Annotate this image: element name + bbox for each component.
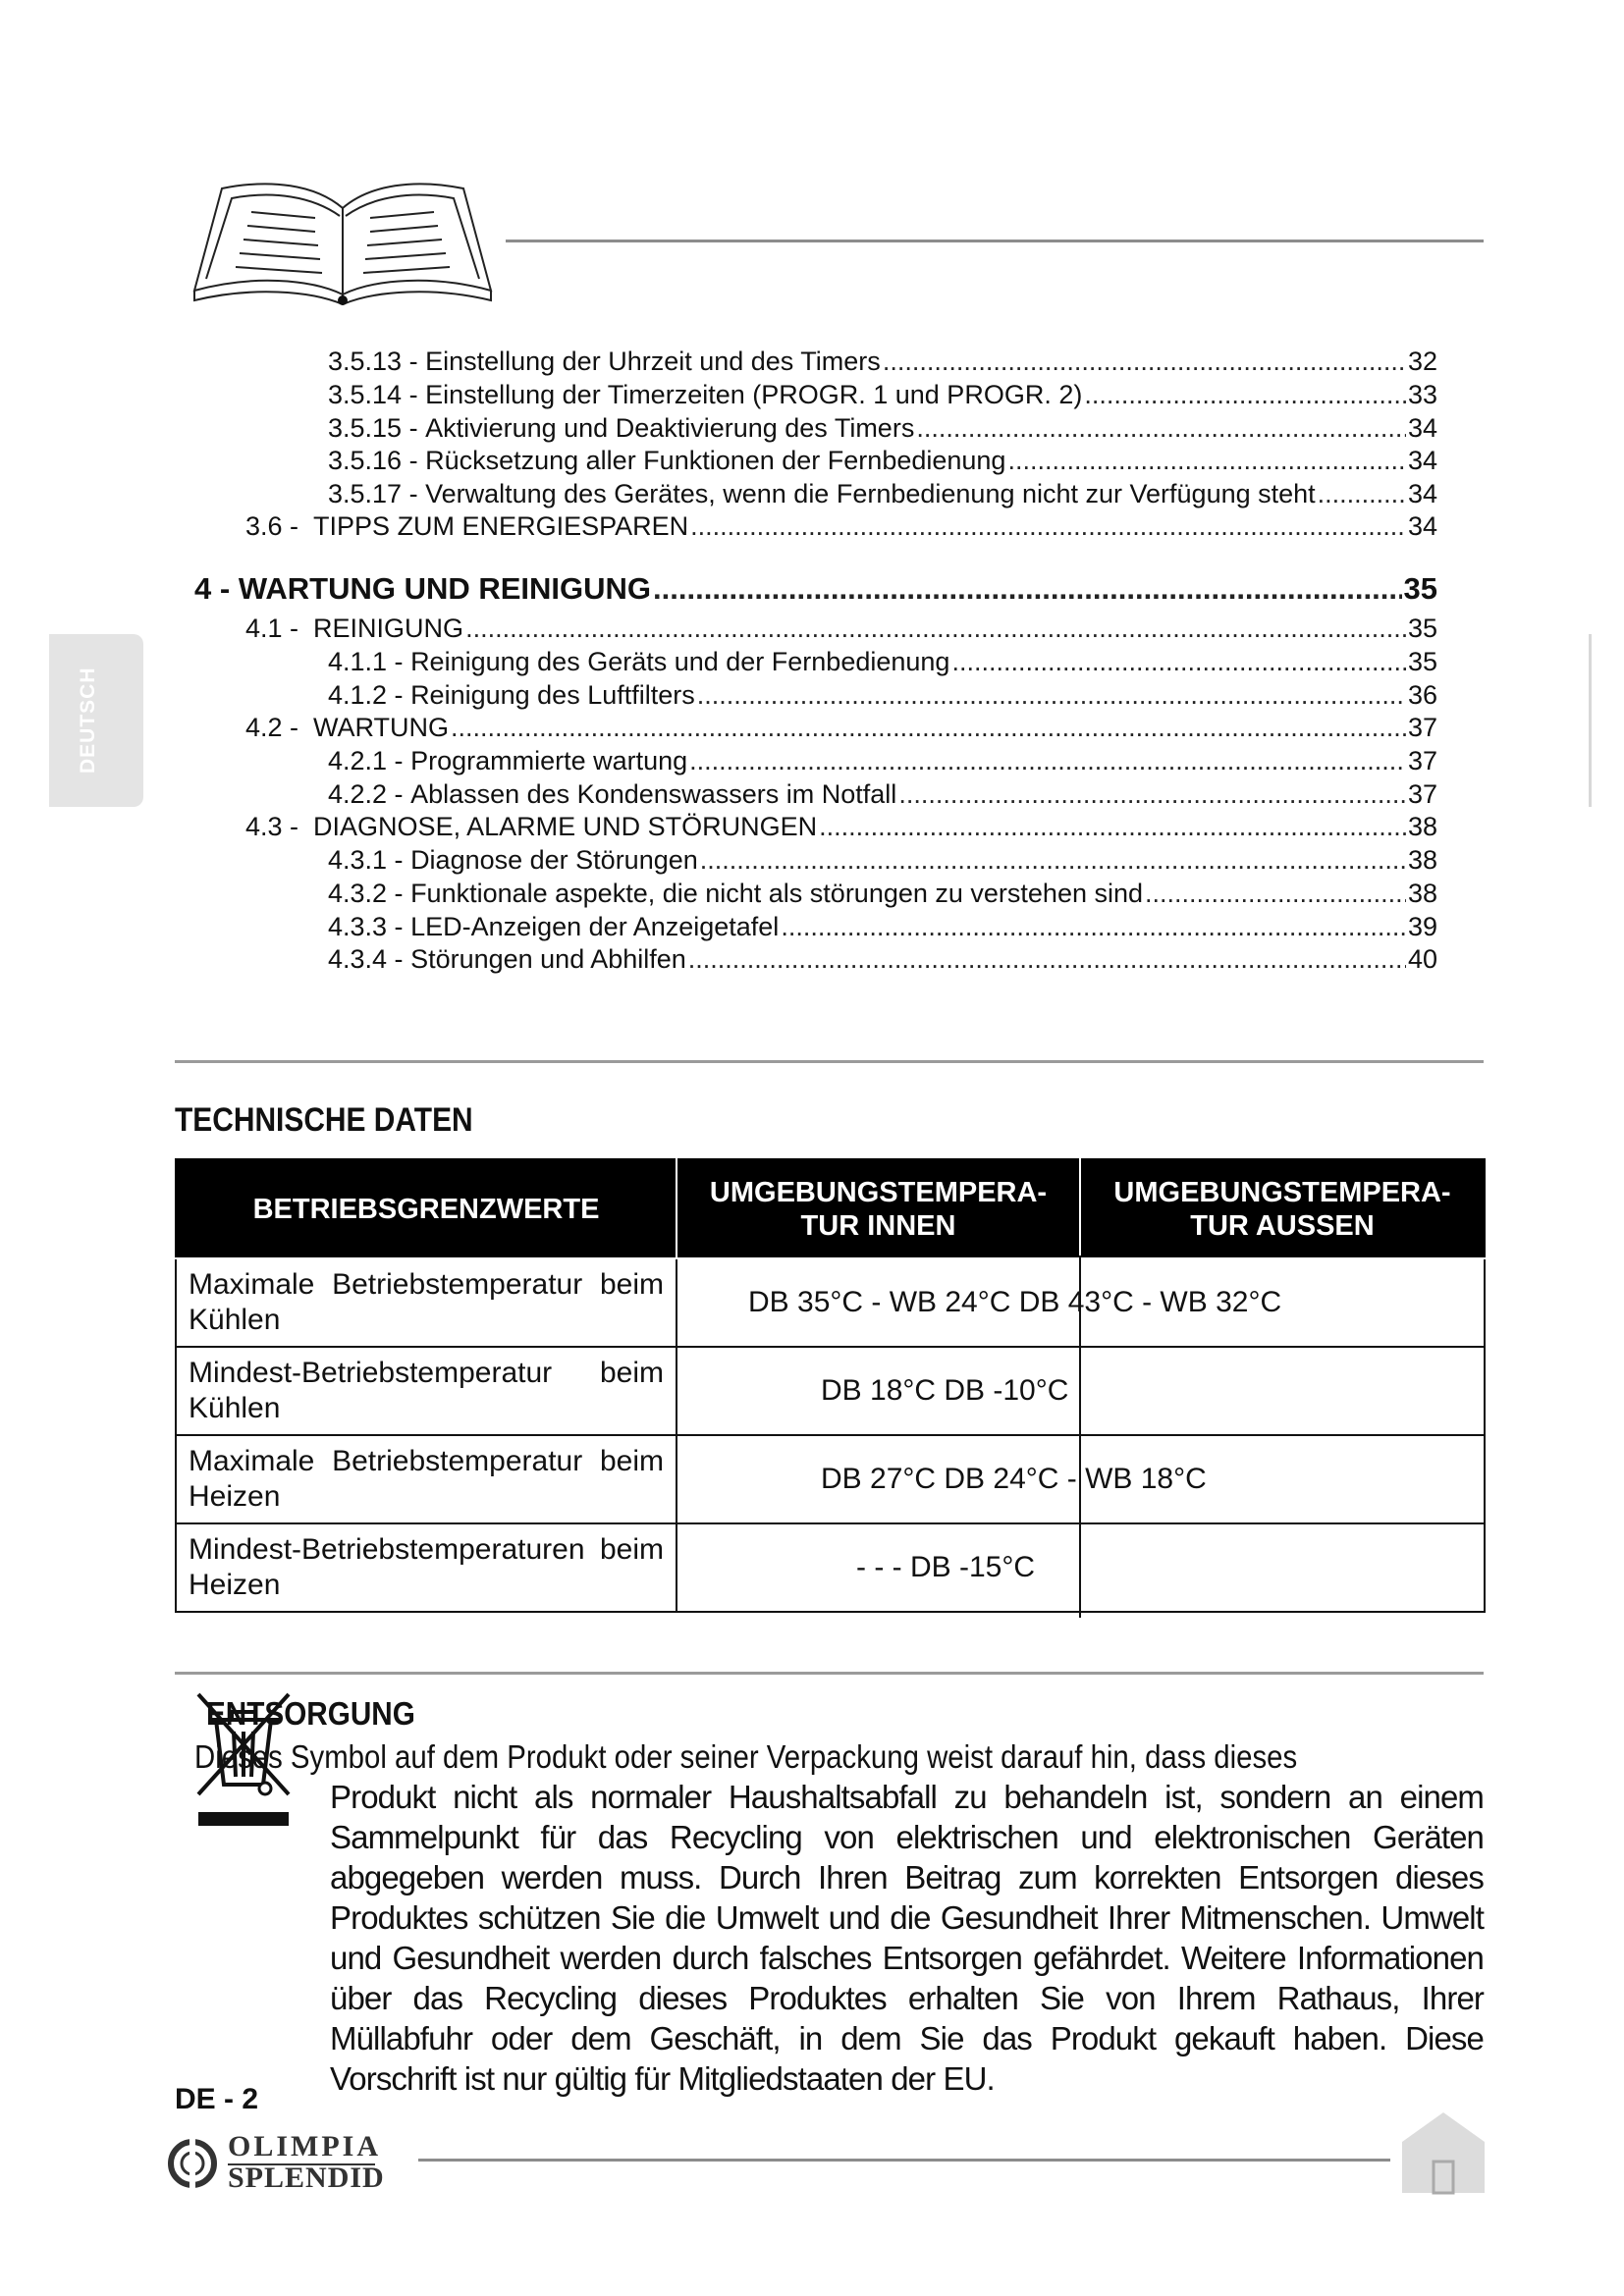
toc-page: 36	[1407, 680, 1437, 710]
page-number: DE - 2	[175, 2083, 259, 2115]
toc-page: 37	[1407, 713, 1437, 742]
toc-title: Aktivierung und Deaktivierung des Timers	[425, 413, 915, 443]
toc-entry[interactable]	[328, 911, 1437, 942]
header-rule	[506, 240, 1484, 242]
logo-line-1: OLIMPIA	[228, 2130, 381, 2163]
toc-entry[interactable]	[328, 844, 1437, 876]
disposal-title: ENTSORGUNG	[206, 1695, 415, 1732]
toc-number: 4.3.4 -	[328, 944, 404, 974]
toc-number: 4.3.2 -	[328, 879, 404, 908]
table-row	[176, 1523, 1485, 1612]
toc-entry[interactable]	[328, 379, 1437, 410]
page-edge-marker	[1589, 634, 1592, 807]
toc-entry[interactable]	[328, 445, 1437, 476]
limit-value: DB 27°C DB 24°C - WB 18°C	[677, 1435, 1485, 1523]
toc-title: WARTUNG	[313, 713, 450, 742]
toc-title: DIAGNOSE, ALARME UND STÖRUNGEN	[313, 812, 818, 841]
table-row	[176, 1435, 1485, 1523]
toc-number: 4.1.2 -	[328, 680, 404, 710]
toc-page: 32	[1407, 347, 1437, 376]
toc-chapter[interactable]	[194, 573, 1437, 605]
toc-number: 4.1.1 -	[328, 647, 404, 676]
toc-entry[interactable]	[245, 712, 1437, 743]
toc-number: 4.3 -	[245, 812, 299, 841]
toc-title: Ablassen des Kondenswassers im Notfall	[410, 779, 897, 809]
toc-entry[interactable]	[328, 478, 1437, 509]
toc-title: Rücksetzung aller Funktionen der Fernbedienung	[425, 446, 1006, 475]
toc-number: 4 -	[194, 571, 231, 606]
footer-rule	[418, 2159, 1390, 2162]
toc-number: 4.2.1 -	[328, 746, 404, 775]
toc-title: Programmierte wartung	[410, 746, 688, 775]
toc-page: 34	[1407, 511, 1437, 541]
toc-page: 35	[1407, 647, 1437, 676]
limit-label: Mindest-Betriebstemperaturen beim Heizen	[176, 1523, 677, 1612]
toc-page: 34	[1407, 413, 1437, 443]
toc-entry[interactable]	[245, 811, 1437, 842]
column-header: UMGEBUNGSTEMPERA-TUR INNEN	[677, 1159, 1080, 1258]
toc-number: 4.1 -	[245, 614, 299, 643]
toc-page: 38	[1407, 845, 1437, 875]
toc-entry[interactable]	[328, 943, 1437, 975]
toc-number: 4.2 -	[245, 713, 299, 742]
limit-value: DB 18°C DB -10°C	[677, 1347, 1485, 1435]
toc-page: 39	[1407, 912, 1437, 941]
toc-page: 38	[1407, 879, 1437, 908]
toc-number: 3.5.16 -	[328, 446, 418, 475]
toc-page: 34	[1407, 446, 1437, 475]
toc-title: REINIGUNG	[313, 614, 464, 643]
toc-title: Verwaltung des Gerätes, wenn die Fernbedienung nicht zur Verfügung steht	[425, 479, 1316, 508]
toc-number: 3.5.17 -	[328, 479, 418, 508]
toc-entry[interactable]	[245, 510, 1437, 542]
home-icon[interactable]	[1400, 2110, 1487, 2195]
column-header: BETRIEBSGRENZWERTE	[176, 1159, 677, 1258]
technical-data-title: TECHNISCHE DATEN	[175, 1101, 473, 1139]
open-book-icon	[192, 169, 493, 306]
toc-number: 4.3.1 -	[328, 845, 404, 875]
toc-entry[interactable]	[328, 778, 1437, 810]
toc-page: 34	[1407, 479, 1437, 508]
toc-page: 35	[1407, 614, 1437, 643]
language-tab-label: DEUTSCH	[77, 667, 99, 774]
toc-number: 3.5.14 -	[328, 380, 418, 409]
table-row	[176, 1347, 1485, 1435]
limit-value: DB 35°C - WB 24°C DB 43°C - WB 32°C	[677, 1258, 1485, 1347]
disposal-first-line: Dieses Symbol auf dem Produkt oder seiner Verpackung weist darauf hin, dass dieses	[194, 1738, 1298, 1775]
olimpia-logo	[165, 2128, 410, 2199]
toc-title: Diagnose der Störungen	[410, 845, 698, 875]
limit-label: Mindest-Betriebstemperatur beim Kühlen	[176, 1347, 677, 1435]
language-side-tab	[49, 634, 143, 807]
toc-page: 38	[1407, 812, 1437, 841]
toc-entry[interactable]	[328, 346, 1437, 377]
logo-mark-icon	[165, 2136, 220, 2191]
toc-entry[interactable]	[328, 745, 1437, 776]
toc-title: Reinigung des Geräts und der Fernbedienung	[410, 647, 950, 676]
toc-number: 3.5.15 -	[328, 413, 418, 443]
toc-entry[interactable]	[328, 679, 1437, 711]
table-header-row	[176, 1159, 1485, 1258]
toc-page: 37	[1407, 779, 1437, 809]
toc-number: 3.5.13 -	[328, 347, 418, 376]
toc-page: 40	[1407, 944, 1437, 974]
toc-title: Funktionale aspekte, die nicht als störungen zu verstehen sind	[410, 879, 1144, 908]
toc-number: 3.6 -	[245, 511, 299, 541]
toc-page: 35	[1403, 571, 1437, 606]
column-header: UMGEBUNGSTEMPERA-TUR AUSSEN	[1080, 1159, 1485, 1258]
toc-number: 4.3.3 -	[328, 912, 404, 941]
limit-label: Maximale Betriebstemperatur beim Heizen	[176, 1435, 677, 1523]
toc-entry[interactable]	[245, 613, 1437, 644]
toc-entry[interactable]	[328, 878, 1437, 909]
toc-page: 33	[1407, 380, 1437, 409]
toc-page: 37	[1407, 746, 1437, 775]
limit-value: - - - DB -15°C	[677, 1523, 1485, 1612]
logo-line-2: SPLENDID	[228, 2162, 385, 2194]
toc-entry[interactable]	[328, 412, 1437, 444]
toc-title: Einstellung der Uhrzeit und des Timers	[425, 347, 881, 376]
limit-label: Maximale Betriebstemperatur beim Kühlen	[176, 1258, 677, 1347]
operating-limits-table	[175, 1158, 1486, 1613]
toc-number: 4.2.2 -	[328, 779, 404, 809]
toc-title: LED-Anzeigen der Anzeigetafel	[410, 912, 780, 941]
table-row	[176, 1258, 1485, 1347]
section-divider	[175, 1060, 1484, 1063]
toc-title: Störungen und Abhilfen	[410, 944, 686, 974]
toc-entry[interactable]	[328, 646, 1437, 677]
toc-title: Reinigung des Luftfilters	[410, 680, 695, 710]
toc-title: TIPPS ZUM ENERGIESPAREN	[313, 511, 689, 541]
section-divider	[175, 1672, 1484, 1675]
disposal-body: Produkt nicht als normaler Haushaltsabfall zu behandeln ist, sondern an einem Sammelpunkt für das Recycling von elektrischen und elektronischen Geräten abgegeben werden muss. Durch Ihren Beitrag zum korrekten Entsorgen dieses Produktes schützen Sie die Umwelt und die Gesundheit Ihrer Mitmenschen. Umwelt und Gesundheit werden durch falsches Entsorgen gefährdet. Weitere Informationen über das Recycling dieses Produktes erhalten Sie von Ihrem Rathaus, Ihrer Müllabfuhr oder dem Geschäft, in dem Sie das Produkt gekauft haben. Diese Vorschrift ist nur gültig für Mitgliedstaaten der EU.	[330, 1779, 1484, 2097]
toc-title: Einstellung der Timerzeiten (PROGR. 1 und PROGR. 2)	[425, 380, 1083, 409]
toc-title: WARTUNG UND REINIGUNG	[238, 571, 652, 606]
